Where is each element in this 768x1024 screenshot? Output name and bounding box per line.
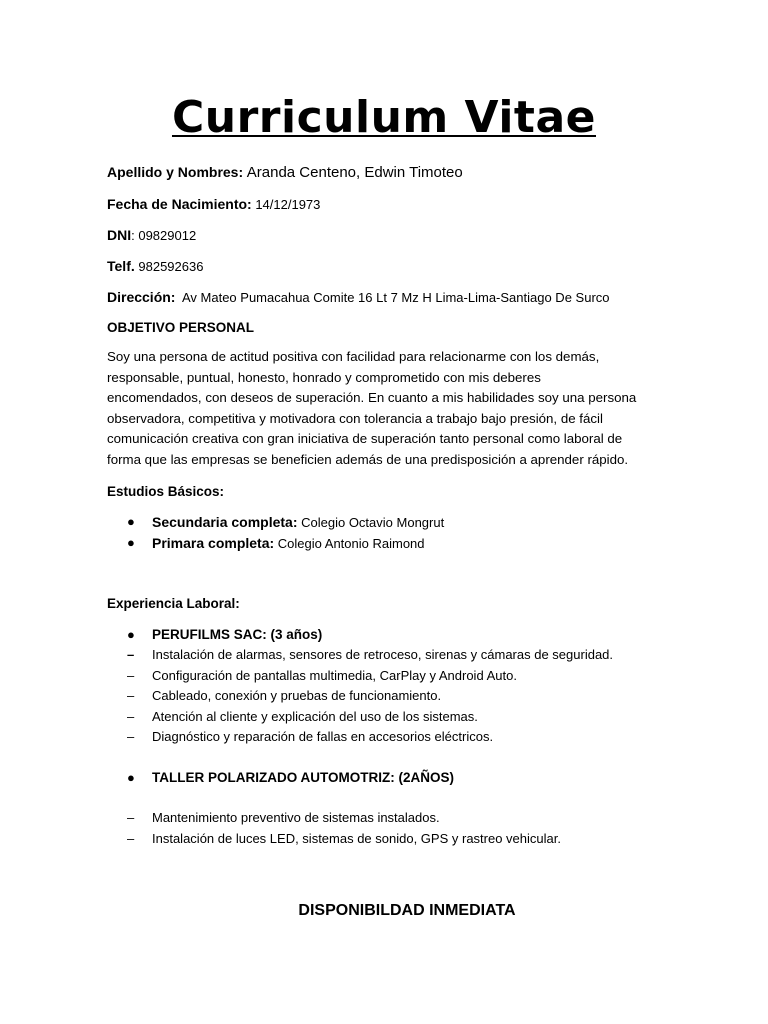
education-item xyxy=(152,533,425,554)
objective-line: encomendados, con deseos de superación. En cuanto a mis habilidades soy una persona xyxy=(107,390,637,405)
birth-value: 14/12/1973 xyxy=(255,197,321,212)
experience-heading: Experiencia Laboral: xyxy=(107,596,240,611)
job-task: Diagnóstico y reparación de fallas en accesorios eléctricos. xyxy=(152,729,494,744)
name-row xyxy=(107,162,463,183)
dash-icon: – xyxy=(127,688,135,703)
job-title: PERUFILMS SAC: (3 años) xyxy=(152,627,323,642)
address-value: Av Mateo Pumacahua Comite 16 Lt 7 Mz H Lima-Lima-Santiago De Surco xyxy=(181,290,610,305)
bullet-icon: ● xyxy=(127,514,135,529)
education-item xyxy=(152,512,444,533)
availability-heading: DISPONIBILDAD INMEDIATA xyxy=(298,902,516,919)
birth-label: Fecha de Nacimiento: xyxy=(107,196,252,212)
name-label: Apellido y Nombres: xyxy=(107,164,244,180)
dash-icon: – xyxy=(127,709,135,724)
education-item-label: Secundaria completa: xyxy=(152,514,298,530)
objective-line: responsable, puntual, honesto, honrado y comprometido con mis deberes xyxy=(107,369,541,385)
dash-icon: – xyxy=(127,831,135,846)
job-task: Mantenimiento preventivo de sistemas instalados. xyxy=(152,810,440,825)
dash-icon: – xyxy=(127,668,135,683)
job-task: Configuración de pantallas multimedia, CarPlay y Android Auto. xyxy=(152,668,517,683)
job-title: TALLER POLARIZADO AUTOMOTRIZ: (2AÑOS) xyxy=(152,770,454,785)
education-item-value: Colegio Octavio Mongrut xyxy=(301,515,445,530)
bullet-icon: ● xyxy=(127,627,135,642)
objective-paragraph xyxy=(107,347,667,470)
dni-label: DNI xyxy=(107,227,132,243)
job-task: Instalación de luces LED, sistemas de sonido, GPS y rastreo vehicular. xyxy=(152,831,561,846)
education-item-label: Primara completa: xyxy=(152,535,275,551)
objective-line: observadora, competitiva y motivadora con tolerancia a trabajo bajo presión, de fácil xyxy=(107,410,603,426)
education-item-value: Colegio Antonio Raimond xyxy=(277,536,425,551)
objective-line: comunicación creativa con gran iniciativa de superación tanto personal como laboral de xyxy=(107,431,623,446)
dni-value: : 09829012 xyxy=(131,228,197,243)
job-task: Atención al cliente y explicación del uso de los sistemas. xyxy=(152,709,478,724)
bullet-icon: ● xyxy=(127,535,135,550)
dash-icon: – xyxy=(127,647,135,662)
document-title: Curriculum Vitae xyxy=(171,92,596,143)
objective-heading: OBJETIVO PERSONAL xyxy=(107,320,255,335)
dash-icon: – xyxy=(127,810,135,825)
objective-line: Soy una persona de actitud positiva con facilidad para relacionarme con los demás, xyxy=(107,349,600,364)
address-row xyxy=(107,287,610,308)
phone-value: 982592636 xyxy=(138,259,204,274)
dni-row xyxy=(107,225,196,246)
dash-icon: – xyxy=(127,729,135,744)
education-heading: Estudios Básicos: xyxy=(107,484,225,499)
birth-row xyxy=(107,194,320,215)
job-task: Cableado, conexión y pruebas de funcionamiento. xyxy=(152,688,442,703)
objective-line: forma que las empresas se beneficien además de una predisposición a aprender rápido. xyxy=(107,451,629,467)
phone-row xyxy=(107,256,203,277)
bullet-icon: ● xyxy=(127,770,135,785)
phone-label: Telf. xyxy=(107,258,135,274)
address-label: Dirección: xyxy=(107,289,176,305)
name-value: Aranda Centeno, Edwin Timoteo xyxy=(246,164,463,181)
job-task: Instalación de alarmas, sensores de retroceso, sirenas y cámaras de seguridad. xyxy=(152,647,614,662)
